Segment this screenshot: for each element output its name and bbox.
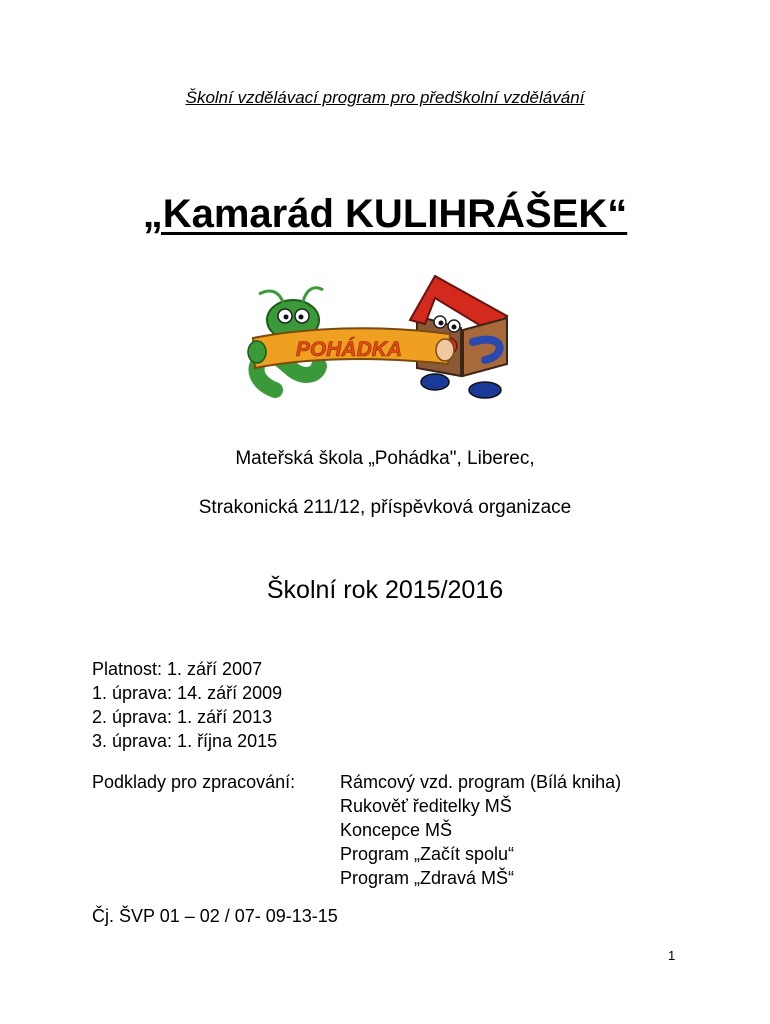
subtitle-text: Školní vzdělávací program pro předškolní vzdělávání (185, 88, 585, 107)
school-logo (245, 272, 530, 408)
document-title (0, 192, 770, 237)
basis-label: Podklady pro zpracování: (92, 772, 296, 792)
logo-banner-text: POHÁDKA (295, 338, 403, 361)
school-address: Strakonická 211/12, příspěvková organizace (198, 497, 572, 518)
basis-item: Rámcový vzd. program (Bílá kniha) (340, 772, 622, 792)
page-number: 1 (668, 948, 676, 963)
basis-list (340, 770, 621, 890)
document-subtitle (0, 88, 770, 108)
basis-item: Program „Začít spolu“ (340, 844, 515, 864)
school-year: Školní rok 2015/2016 (266, 576, 504, 604)
basis-item: Program „Zdravá MŠ“ (340, 868, 515, 888)
title-text: „Kamarád KULIHRÁŠEK“ (142, 192, 628, 236)
version-item: 3. úprava: 1. října 2015 (92, 731, 278, 751)
basis-item: Koncepce MŠ (340, 820, 453, 840)
reference-number: Čj. ŠVP 01 – 02 / 07- 09-13-15 (92, 906, 338, 926)
version-list (92, 657, 282, 753)
version-item: 2. úprava: 1. září 2013 (92, 707, 273, 727)
school-name: Mateřská škola „Pohádka", Liberec, (235, 448, 535, 469)
version-item: Platnost: 1. září 2007 (92, 659, 263, 679)
version-item: 1. úprava: 14. září 2009 (92, 683, 283, 703)
basis-item: Rukověť ředitelky MŠ (340, 796, 512, 816)
